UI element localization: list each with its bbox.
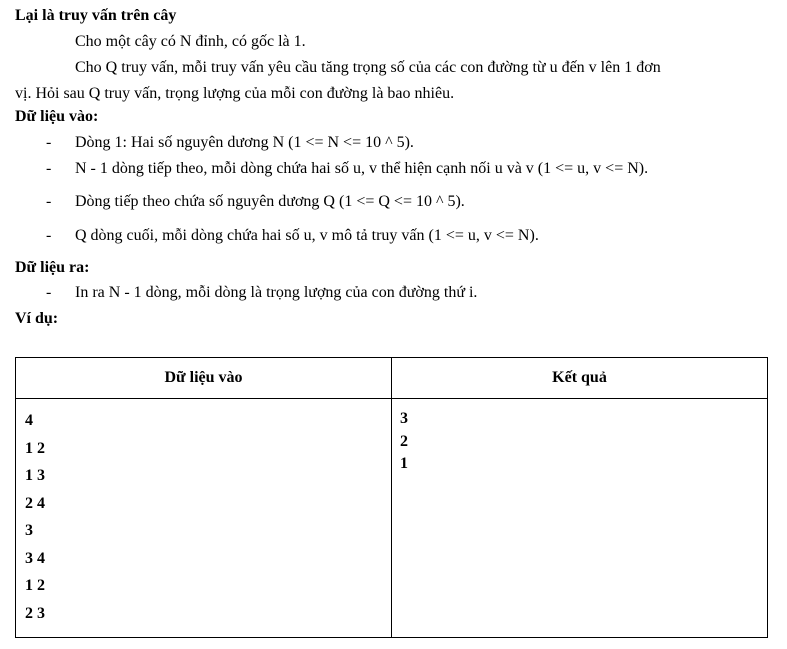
input-line: 3 xyxy=(25,522,33,539)
output-lines xyxy=(392,399,767,476)
input-heading: Dữ liệu vào: xyxy=(15,108,99,125)
input-line: 2 3 xyxy=(25,604,45,622)
intro-paragraph-2: Cho Q truy vấn, mỗi truy vấn yêu cầu tăng trọng số của các con đường từ u đến v lên 1 đơn xyxy=(75,59,661,76)
example-heading: Ví dụ: xyxy=(15,310,59,327)
header-input: Dữ liệu vào xyxy=(16,358,392,399)
input-item-2: N - 1 dòng tiếp theo, mỗi dòng chứa hai số u, v thể hiện cạnh nối u và v (1 <= u, v <= N). xyxy=(75,160,649,177)
output-line: 3 xyxy=(400,410,408,427)
input-item-3: Dòng tiếp theo chứa số nguyên dương Q (1 <= Q <= 10 ^ 5). xyxy=(75,193,465,210)
input-item-1: Dòng 1: Hai số nguyên dương N (1 <= N <= 10 ^ 5). xyxy=(75,134,414,151)
input-line: 3 4 xyxy=(25,549,45,567)
bullet-dash: - xyxy=(46,227,52,244)
input-line: 1 2 xyxy=(25,577,45,594)
bullet-dash: - xyxy=(46,134,52,151)
example-table-header-row xyxy=(16,358,768,399)
input-cell xyxy=(16,399,392,638)
example-table xyxy=(15,357,768,638)
output-cell xyxy=(392,399,768,638)
input-item-4: Q dòng cuối, mỗi dòng chứa hai số u, v mô tả truy vấn (1 <= u, v <= N). xyxy=(75,227,539,244)
intro-paragraph-2-continued: vị. Hỏi sau Q truy vấn, trọng lượng của mỗi con đường là bao nhiêu. xyxy=(15,85,455,102)
problem-title: Lại là truy vấn trên cây xyxy=(15,7,177,24)
input-line: 2 4 xyxy=(25,494,45,512)
output-line: 1 xyxy=(400,455,408,472)
output-item-1: In ra N - 1 dòng, mỗi dòng là trọng lượng của con đường thứ i. xyxy=(75,284,478,301)
input-lines xyxy=(16,399,391,627)
input-line: 1 2 xyxy=(25,439,45,457)
bullet-dash: - xyxy=(46,284,52,301)
output-heading: Dữ liệu ra: xyxy=(15,259,90,276)
bullet-dash: - xyxy=(46,160,52,177)
output-line: 2 xyxy=(400,432,408,450)
header-output: Kết quả xyxy=(392,358,768,399)
input-line: 1 3 xyxy=(25,467,45,484)
intro-paragraph-1: Cho một cây có N đỉnh, có gốc là 1. xyxy=(75,33,306,50)
bullet-dash: - xyxy=(46,193,52,210)
example-table-body-row xyxy=(16,399,768,638)
input-line: 4 xyxy=(25,412,33,429)
